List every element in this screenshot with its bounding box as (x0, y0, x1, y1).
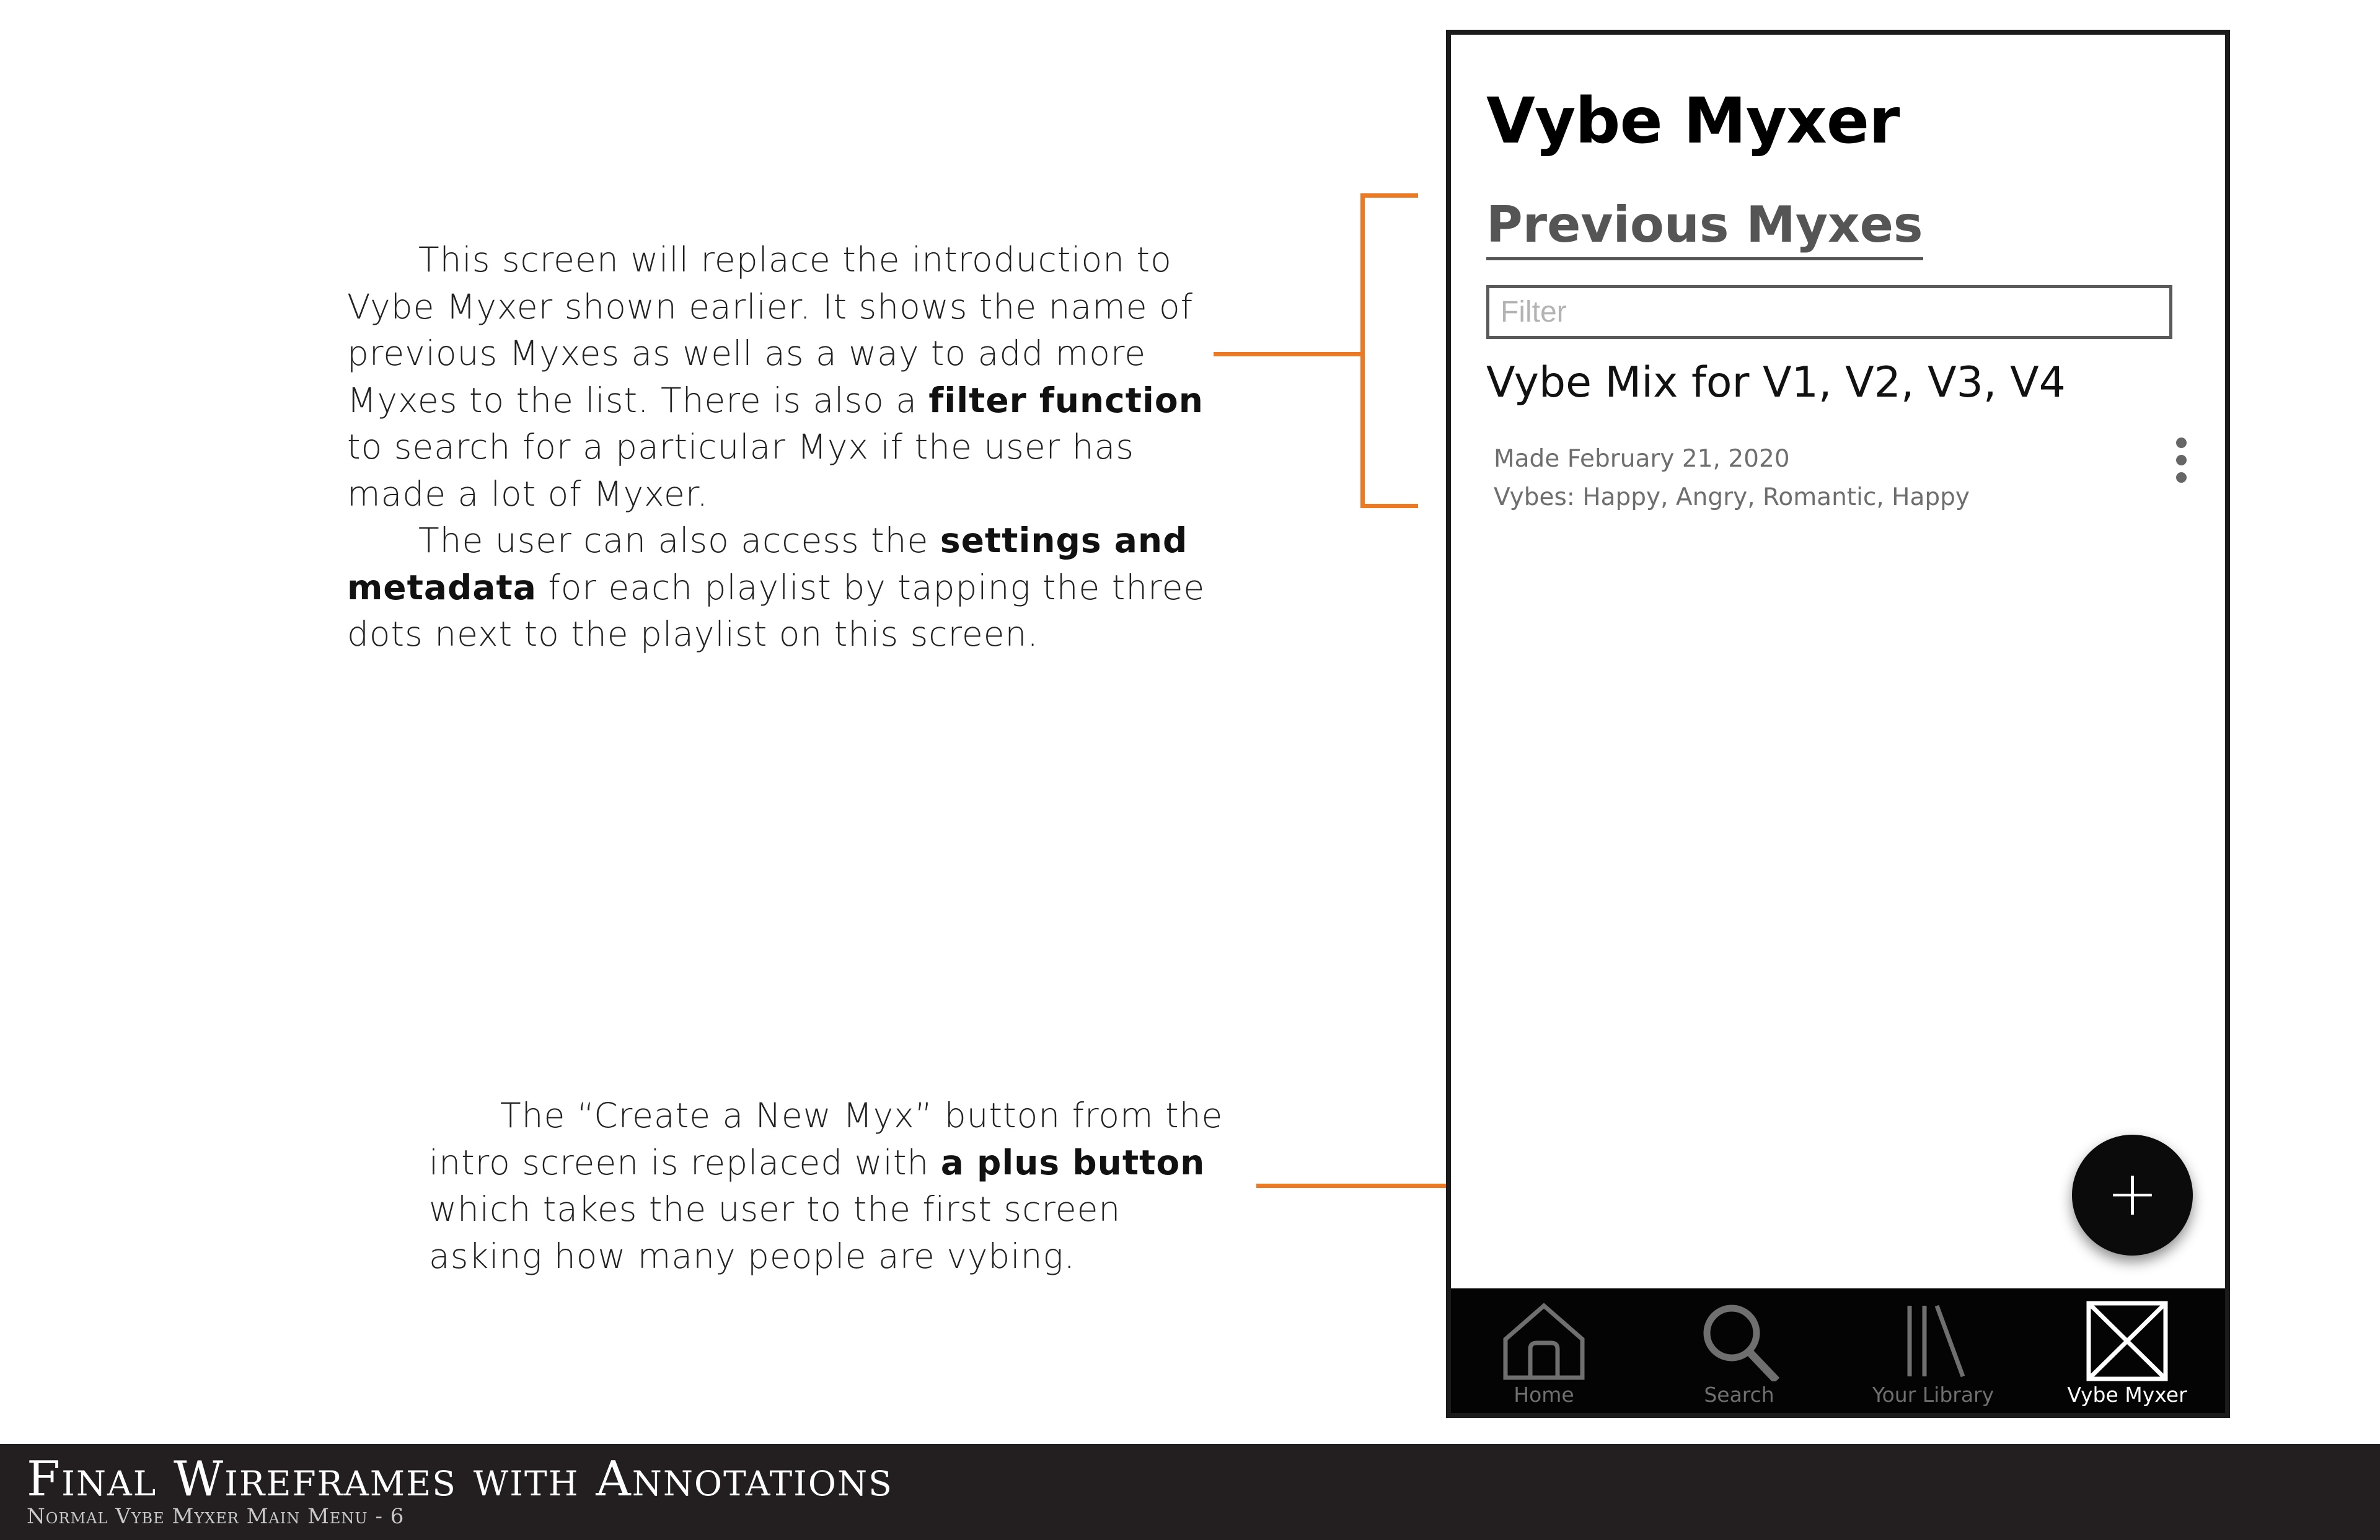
mix-vybes: Vybes: Happy, Angry, Romantic, Happy (1494, 483, 1970, 511)
app-title: Vybe Myxer (1486, 84, 1900, 158)
annotation-plus-button (429, 1093, 1235, 1280)
plus-button[interactable] (2072, 1135, 2193, 1256)
more-vertical-icon[interactable] (2169, 433, 2194, 488)
annotation-bold: settings and metadata (347, 521, 1188, 607)
annotation-bold: a plus button (940, 1142, 1205, 1182)
phone-wireframe (1446, 30, 2230, 1418)
nav-label-search: Search (1704, 1383, 1774, 1407)
nav-item-search[interactable] (1662, 1288, 1817, 1418)
list-item[interactable] (1486, 358, 2199, 513)
vybe-myxer-icon (2084, 1301, 2171, 1381)
nav-item-home[interactable] (1466, 1288, 1621, 1418)
dot (2176, 455, 2187, 465)
bracket-vertical (1360, 193, 1365, 508)
footer-title: Final Wireframes with Annotations (27, 1451, 893, 1507)
nav-item-your-library[interactable] (1856, 1288, 2011, 1418)
footer-bar (0, 1444, 2380, 1540)
annotation-paragraph-1: This screen will replace the introduction to Vybe Myxer shown earlier. It shows the name of previous Myxes as well as a way to add more Myxes to the list. There is also a filter function to search for a particular Myx if the user has made a lot of Myxer. (347, 240, 1204, 514)
annotation-paragraph-3: The “Create a New Myx” button from the intro screen is replaced with a plus button which takes the user to the first screen asking how many people are vybing. (429, 1096, 1223, 1276)
mix-date: Made February 21, 2020 (1494, 445, 1790, 473)
bracket-top-arm (1360, 193, 1418, 198)
nav-label-home: Home (1514, 1383, 1574, 1407)
connector-line (1214, 352, 1364, 356)
plus-icon: + (2106, 1156, 2159, 1230)
nav-label-vybe-myxer: Vybe Myxer (2067, 1383, 2187, 1407)
footer-subtitle: Normal Vybe Myxer Main Menu - 6 (27, 1504, 405, 1529)
dot (2176, 472, 2187, 483)
section-title: Previous Myxes (1486, 193, 1923, 260)
bottom-nav (1451, 1288, 2225, 1418)
nav-label-your-library: Your Library (1872, 1383, 1994, 1407)
home-icon (1501, 1301, 1587, 1381)
library-icon (1890, 1301, 1977, 1381)
dot (2176, 438, 2187, 448)
search-icon (1696, 1301, 1783, 1381)
bracket-bottom-arm (1360, 504, 1418, 508)
mix-title: Vybe Mix for V1, V2, V3, V4 (1486, 358, 2066, 407)
annotation-filter-settings (347, 237, 1215, 658)
nav-item-vybe-myxer[interactable] (2050, 1288, 2205, 1418)
filter-input[interactable] (1486, 285, 2172, 339)
annotation-paragraph-2: The user can also access the settings and metadata for each playlist by tapping the three dots next to the playlist on this screen. (347, 521, 1205, 654)
annotation-bold: filter function (928, 380, 1204, 420)
